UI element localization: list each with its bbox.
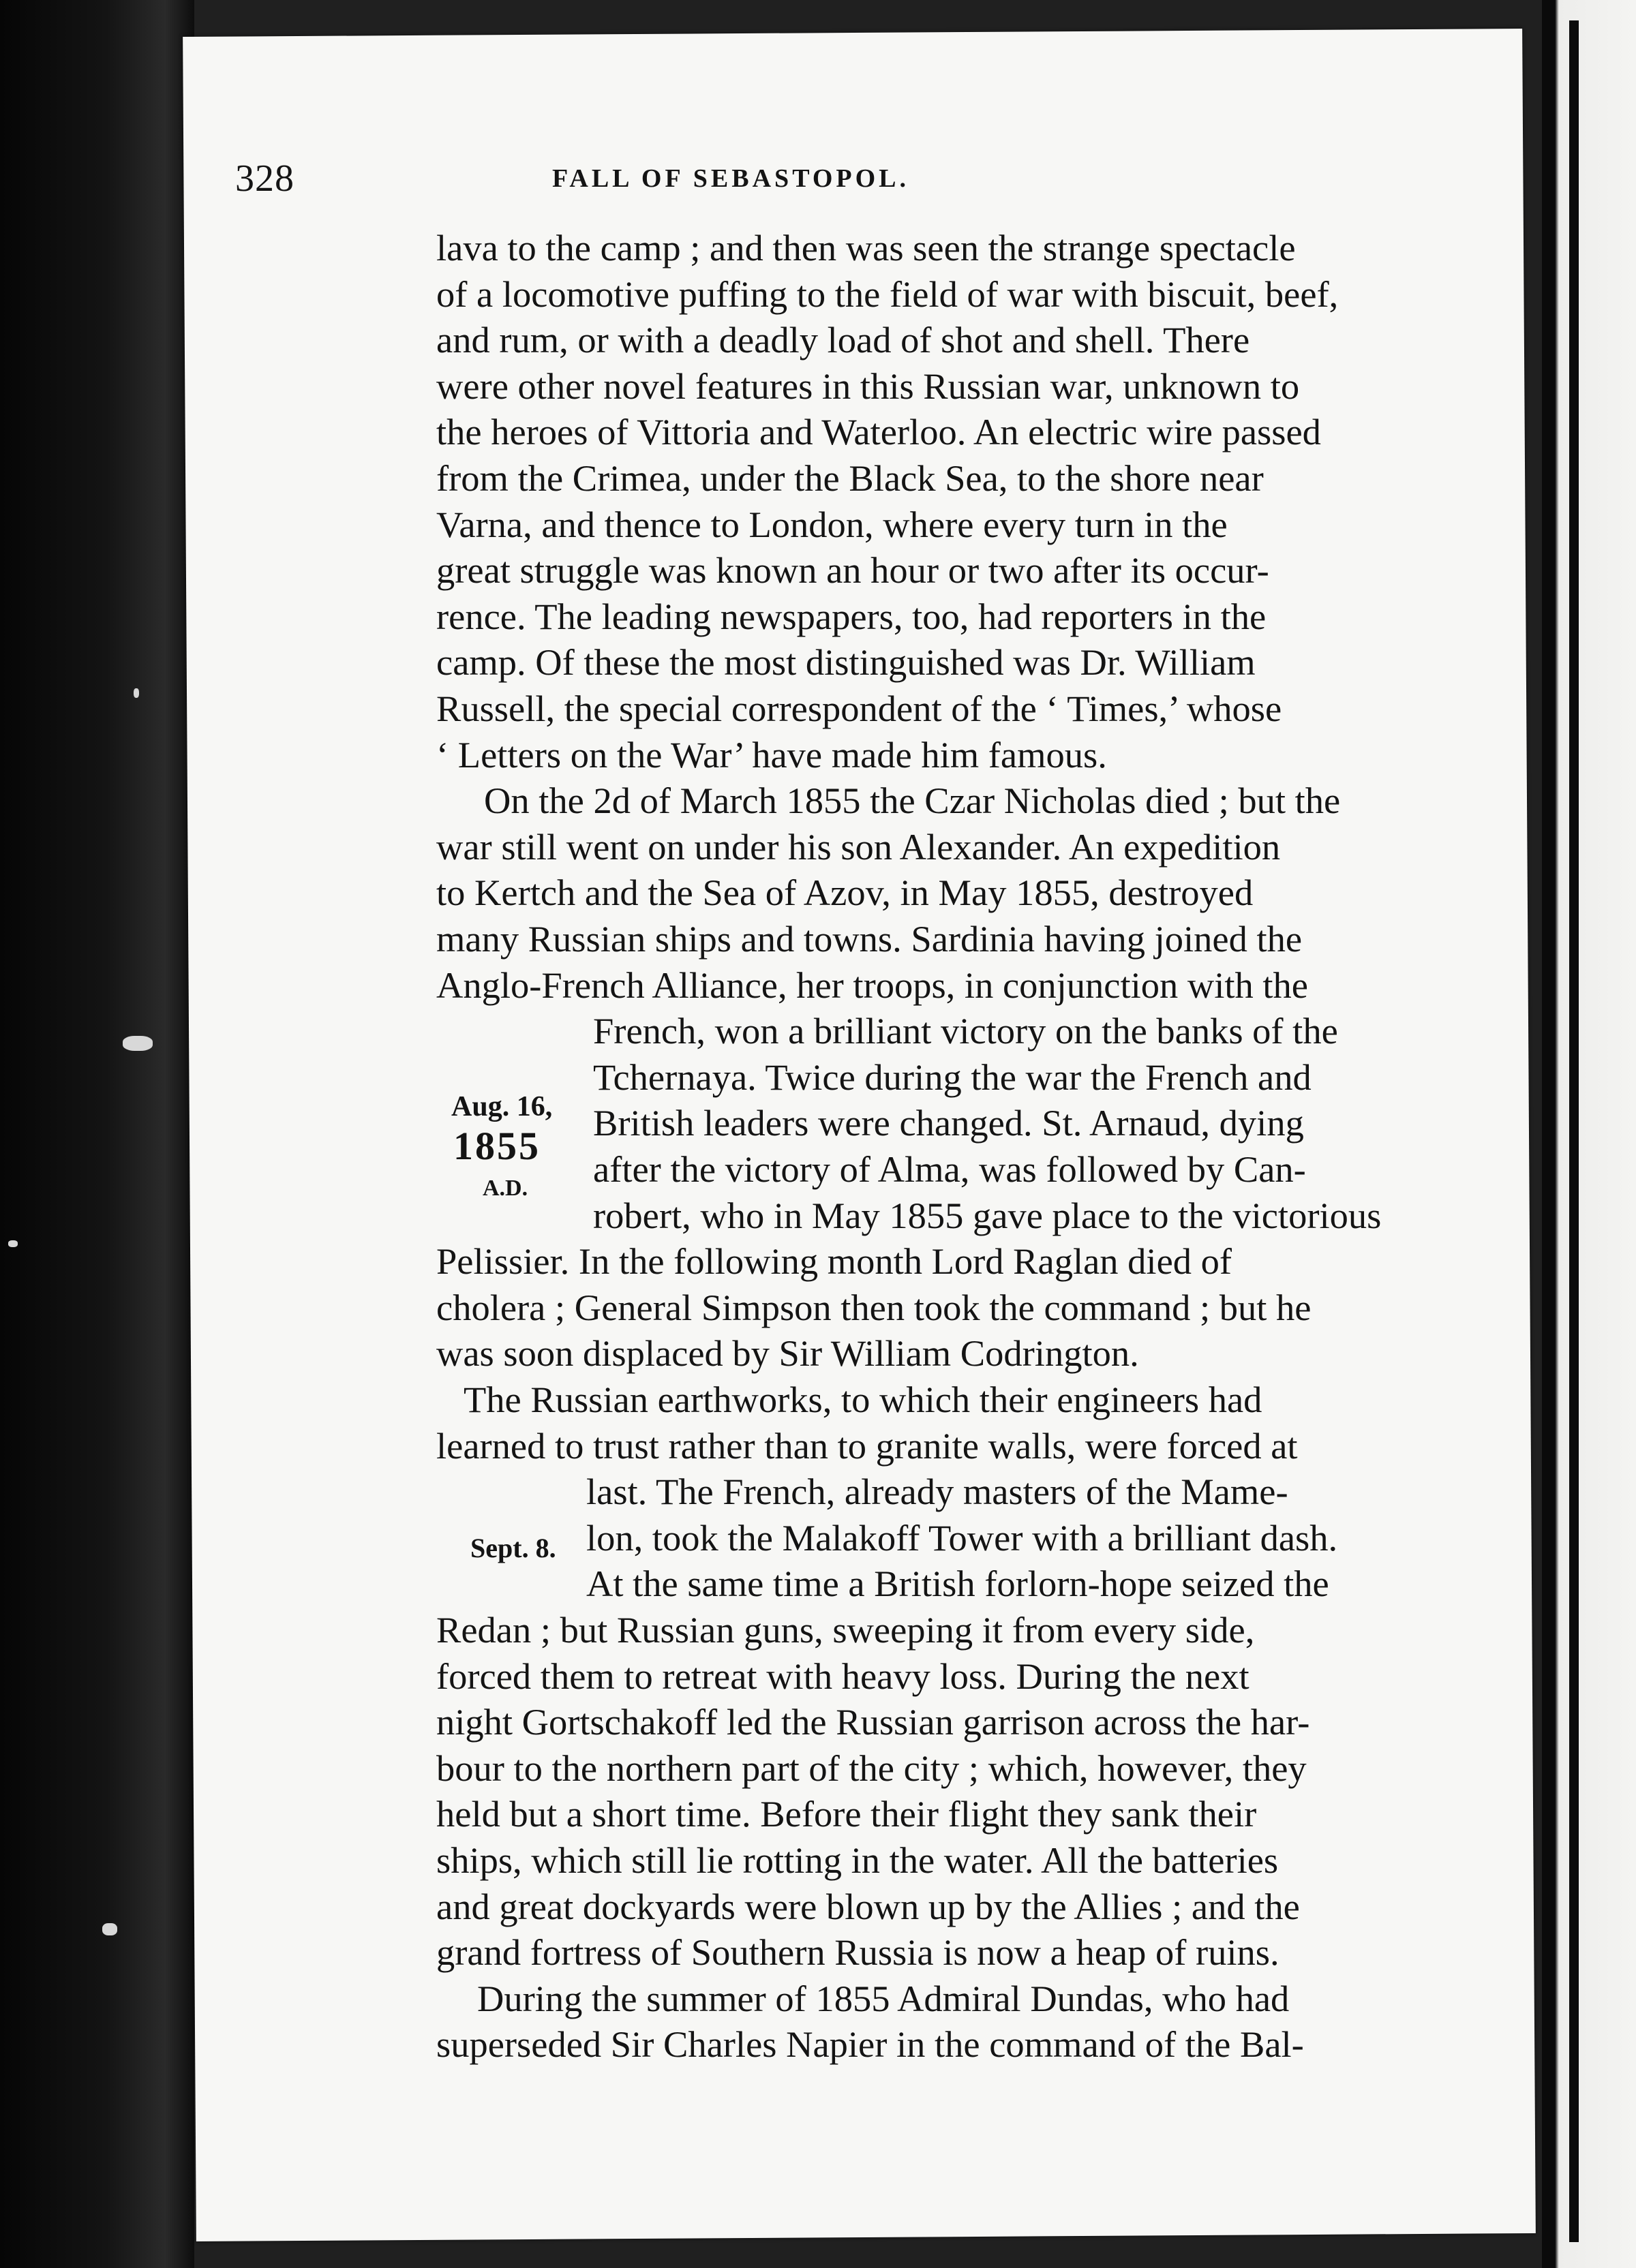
text-line: cholera ; General Simpson then took the command ; but he [436, 1286, 1312, 1328]
text-line: was soon displaced by Sir William Codrington. [436, 1332, 1139, 1375]
binding-speck [134, 688, 139, 698]
running-head: FALL OF SEBASTOPOL. [552, 164, 910, 193]
text-line: camp. Of these the most distinguished was Dr. William [436, 641, 1256, 684]
text-line: the heroes of Vittoria and Waterloo. An electric wire passed [436, 411, 1321, 453]
page-number: 328 [235, 157, 294, 200]
margin-note-era: A.D. [483, 1176, 528, 1201]
text-line: Tchernaya. Twice during the war the French and [593, 1056, 1312, 1098]
margin-note-date: Sept. 8. [470, 1533, 556, 1563]
binding-speck [8, 1240, 18, 1247]
text-line: many Russian ships and towns. Sardinia having joined the [436, 918, 1303, 960]
text-line: and rum, or with a deadly load of shot and shell. There [436, 319, 1250, 361]
text-line: Redan ; but Russian guns, sweeping it from every side, [436, 1609, 1255, 1651]
text-line: superseded Sir Charles Napier in the command of the Bal- [436, 2023, 1304, 2066]
text-line: ‘ Letters on the War’ have made him famous. [436, 733, 1107, 776]
margin-note-year: 1855 [453, 1124, 541, 1168]
text-line: The Russian earthworks, to which their engineers had [464, 1379, 1262, 1420]
binding-speck [123, 1036, 153, 1051]
text-line: Anglo-French Alliance, her troops, in conjunction with the [436, 964, 1308, 1006]
text-line: last. The French, already masters of the Mame- [586, 1471, 1288, 1513]
book-binding-edge [0, 0, 194, 2268]
text-line: lava to the camp ; and then was seen the strange spectacle [436, 227, 1296, 269]
text-line: On the 2d of March 1855 the Czar Nicholas died ; but the [484, 780, 1341, 822]
text-line: robert, who in May 1855 gave place to the victorious [593, 1194, 1382, 1236]
text-line: learned to trust rather than to granite walls, were forced at [436, 1424, 1298, 1467]
text-line: lon, took the Malakoff Tower with a brilliant dash. [586, 1516, 1338, 1559]
text-line: great struggle was known an hour or two after its occur- [436, 549, 1269, 592]
text-line: ships, which still lie rotting in the water. All the batteries [436, 1839, 1279, 1881]
text-line: war still went on under his son Alexander. An expedition [436, 825, 1281, 868]
text-line: to Kertch and the Sea of Azov, in May 1855, destroyed [436, 872, 1254, 914]
page-header [0, 157, 1636, 218]
binding-speck [102, 1923, 117, 1935]
text-line: Pelissier. In the following month Lord Raglan died of [436, 1240, 1232, 1283]
text-line: During the summer of 1855 Admiral Dundas, who had [477, 1977, 1290, 2019]
text-line: forced them to retreat with heavy loss. During the next [436, 1655, 1249, 1697]
text-line: Varna, and thence to London, where every turn in the [436, 503, 1228, 545]
adjacent-page-edge [1542, 0, 1636, 2268]
page-gutter-shadow [1569, 20, 1579, 2242]
text-line: from the Crimea, under the Black Sea, to the shore near [436, 457, 1264, 499]
margin-note-date: Aug. 16, [451, 1091, 553, 1122]
text-line: Russell, the special correspondent of the ‘ Times,’ whose [436, 688, 1282, 729]
text-line: British leaders were changed. St. Arnaud, dying [593, 1102, 1304, 1144]
text-line: At the same time a British forlorn-hope seized the [586, 1563, 1329, 1605]
text-line: and great dockyards were blown up by the Allies ; and the [436, 1885, 1300, 1927]
text-line: grand fortress of Southern Russia is now a heap of ruins. [436, 1931, 1279, 1974]
text-line: French, won a brilliant victory on the banks of the [593, 1010, 1338, 1052]
text-line: held but a short time. Before their flight they sank their [436, 1793, 1257, 1835]
text-line: bour to the northern part of the city ; which, however, they [436, 1747, 1307, 1789]
text-line: were other novel features in this Russian war, unknown to [436, 365, 1300, 407]
text-line: of a locomotive puffing to the field of war with biscuit, beef, [436, 273, 1339, 315]
text-line: rence. The leading newspapers, too, had reporters in the [436, 595, 1267, 637]
text-line: night Gortschakoff led the Russian garrison across the har- [436, 1701, 1310, 1743]
text-line: after the victory of Alma, was followed by Can- [593, 1148, 1306, 1190]
